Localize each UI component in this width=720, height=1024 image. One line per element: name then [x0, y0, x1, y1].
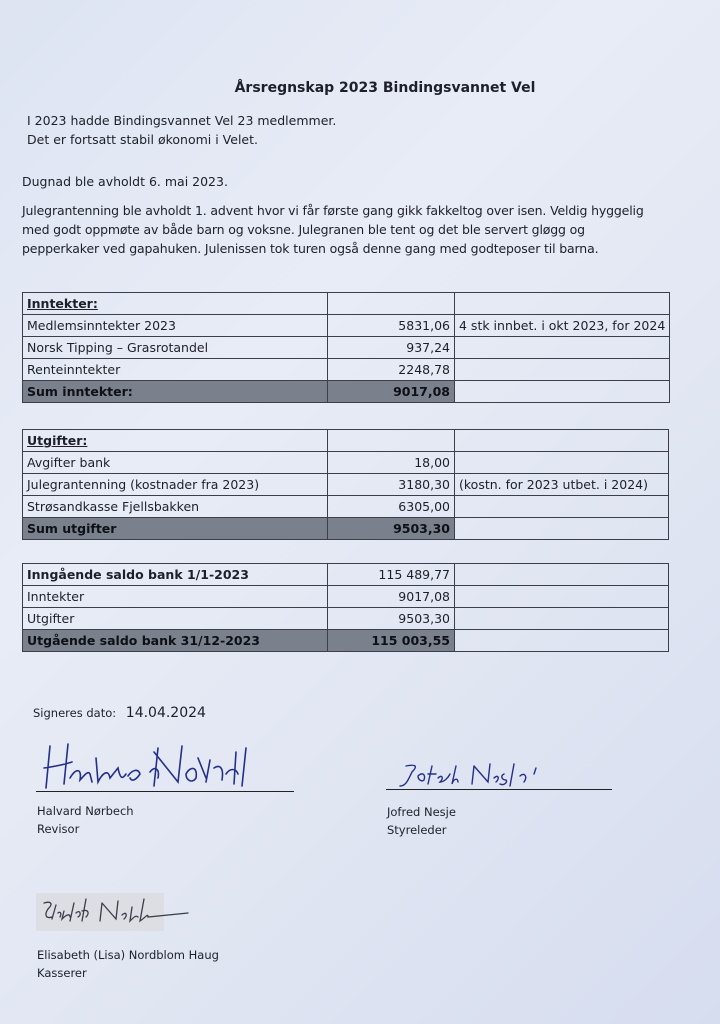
- row-value: 2248,78: [328, 359, 455, 381]
- row-value: 3180,30: [328, 474, 455, 496]
- row-label: Inntekter: [23, 586, 328, 608]
- income-table: [22, 292, 670, 403]
- signing-date-label: Signeres dato:: [33, 706, 117, 720]
- signature-jofred: [396, 760, 556, 790]
- sum-value: 9017,08: [328, 381, 455, 403]
- closing-balance-label: Utgående saldo bank 31/12-2023: [23, 630, 328, 652]
- signature-line-styreleder: [386, 789, 612, 790]
- row-note: [455, 359, 670, 381]
- row-label: Julegrantenning (kostnader fra 2023): [23, 474, 328, 496]
- table-row: [23, 337, 670, 359]
- expenses-sum-row: [23, 518, 669, 540]
- signatory-role: Revisor: [37, 822, 80, 836]
- signatory-revisor: [37, 802, 134, 838]
- signatory-role: Kasserer: [37, 966, 87, 980]
- table-row: [23, 315, 670, 337]
- row-note: 4 stk innbet. i okt 2023, for 2024: [455, 315, 670, 337]
- signing-date-line: [33, 704, 206, 722]
- signatory-name: Elisabeth (Lisa) Nordblom Haug: [37, 948, 219, 962]
- intro-line-economy: Det er fortsatt stabil økonomi i Velet.: [27, 132, 258, 147]
- table-row: [23, 359, 670, 381]
- closing-balance-value: 115 003,55: [328, 630, 455, 652]
- row-note: [455, 496, 669, 518]
- row-note: [455, 452, 669, 474]
- row-value: 18,00: [328, 452, 455, 474]
- opening-balance-row: [23, 564, 669, 586]
- row-value: 9017,08: [328, 586, 455, 608]
- christmas-line-3: pepperkaker ved gapahuken. Julenissen tok turen også denne gang med godteposer til barna.: [22, 241, 599, 256]
- christmas-line-1: Julegrantenning ble avholdt 1. advent hvor vi får første gang gikk fakkeltog over isen. Veldig hyggelig: [22, 203, 644, 218]
- signatory-name: Halvard Nørbech: [37, 804, 134, 818]
- signatory-role: Styreleder: [387, 823, 447, 837]
- table-row: [23, 452, 669, 474]
- expenses-header-row: [23, 430, 669, 452]
- row-label: Renteinntekter: [23, 359, 328, 381]
- intro-paragraph: [27, 111, 336, 149]
- row-value: 937,24: [328, 337, 455, 359]
- row-label: Medlemsinntekter 2023: [23, 315, 328, 337]
- row-label: Norsk Tipping – Grasrotandel: [23, 337, 328, 359]
- row-label: Avgifter bank: [23, 452, 328, 474]
- expenses-header: Utgifter:: [23, 430, 328, 452]
- table-row: [23, 496, 669, 518]
- row-value: 5831,06: [328, 315, 455, 337]
- signatory-kasserer: [37, 946, 219, 982]
- row-note: [455, 337, 670, 359]
- opening-balance-label: Inngående saldo bank 1/1-2023: [23, 564, 328, 586]
- income-header: Inntekter:: [23, 293, 328, 315]
- balance-table: [22, 563, 669, 652]
- row-value: 6305,00: [328, 496, 455, 518]
- table-row: [23, 608, 669, 630]
- sum-value: 9503,30: [328, 518, 455, 540]
- signature-elisabeth: [36, 893, 196, 931]
- dugnad-paragraph: Dugnad ble avholdt 6. mai 2023.: [22, 174, 228, 189]
- signature-halvard: [40, 738, 270, 794]
- sum-label: Sum utgifter: [23, 518, 328, 540]
- signing-date-value: 14.04.2024: [125, 705, 206, 721]
- income-header-row: [23, 293, 670, 315]
- row-note: (kostn. for 2023 utbet. i 2024): [455, 474, 669, 496]
- christmas-line-2: med godt oppmøte av både barn og voksne. Julegranen ble tent og det ble servert gløgg og: [22, 222, 585, 237]
- intro-line-members: I 2023 hadde Bindingsvannet Vel 23 medlemmer.: [27, 113, 337, 128]
- document-title: Årsregnskap 2023 Bindingsvannet Vel: [234, 80, 536, 96]
- expenses-table: [22, 429, 669, 540]
- table-row: [23, 586, 669, 608]
- closing-balance-row: [23, 630, 669, 652]
- christmas-paragraph: [22, 201, 644, 258]
- signature-line-revisor: [36, 791, 294, 792]
- signatory-name: Jofred Nesje: [387, 805, 456, 819]
- row-label: Utgifter: [23, 608, 328, 630]
- sum-label: Sum inntekter:: [23, 381, 328, 403]
- income-sum-row: [23, 381, 670, 403]
- table-row: [23, 474, 669, 496]
- row-label: Strøsandkasse Fjellsbakken: [23, 496, 328, 518]
- row-value: 9503,30: [328, 608, 455, 630]
- signatory-styreleder: [387, 803, 456, 839]
- signature-image-kasserer: [36, 893, 164, 931]
- opening-balance-value: 115 489,77: [328, 564, 455, 586]
